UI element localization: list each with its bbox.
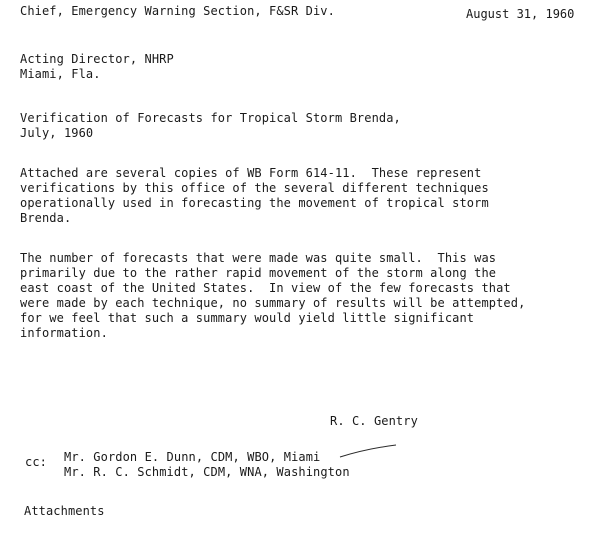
cc-recipient-2: Mr. R. C. Schmidt, CDM, WNA, Washington bbox=[64, 465, 350, 479]
subject-line-2: July, 1960 bbox=[20, 126, 94, 140]
paragraph2-line-5: for we feel that such a summary would yield little significant bbox=[20, 311, 475, 325]
paragraph2-line-2: primarily due to the rather rapid movement of the storm along the bbox=[20, 266, 497, 280]
addressee-line-2: Miami, Fla. bbox=[20, 67, 101, 81]
paragraph2-line-4: were made by each technique, no summary of results will be attempted, bbox=[20, 296, 526, 310]
paragraph1-line-3: operationally used in forecasting the movement of tropical storm bbox=[20, 196, 489, 210]
cc-label: cc: bbox=[25, 455, 47, 469]
cc-recipient-1: Mr. Gordon E. Dunn, CDM, WBO, Miami bbox=[64, 450, 321, 464]
paragraph1-line-1: Attached are several copies of WB Form 614-11. These represent bbox=[20, 166, 482, 180]
paragraph1-line-4: Brenda. bbox=[20, 211, 72, 225]
memo-date: August 31, 1960 bbox=[466, 7, 575, 21]
paragraph1-line-2: verifications by this office of the several different techniques bbox=[20, 181, 489, 195]
from-line: Chief, Emergency Warning Section, F&SR Div. bbox=[20, 4, 335, 18]
signature-name: R. C. Gentry bbox=[330, 414, 418, 428]
attachments-note: Attachments bbox=[24, 504, 105, 518]
paragraph2-line-6: information. bbox=[20, 326, 108, 340]
paragraph2-line-1: The number of forecasts that were made was quite small. This was bbox=[20, 251, 497, 265]
paragraph2-line-3: east coast of the United States. In view of the few forecasts that bbox=[20, 281, 511, 295]
initial-stroke-mark bbox=[338, 444, 398, 460]
subject-line-1: Verification of Forecasts for Tropical Storm Brenda, bbox=[20, 111, 401, 125]
addressee-line-1: Acting Director, NHRP bbox=[20, 52, 174, 66]
